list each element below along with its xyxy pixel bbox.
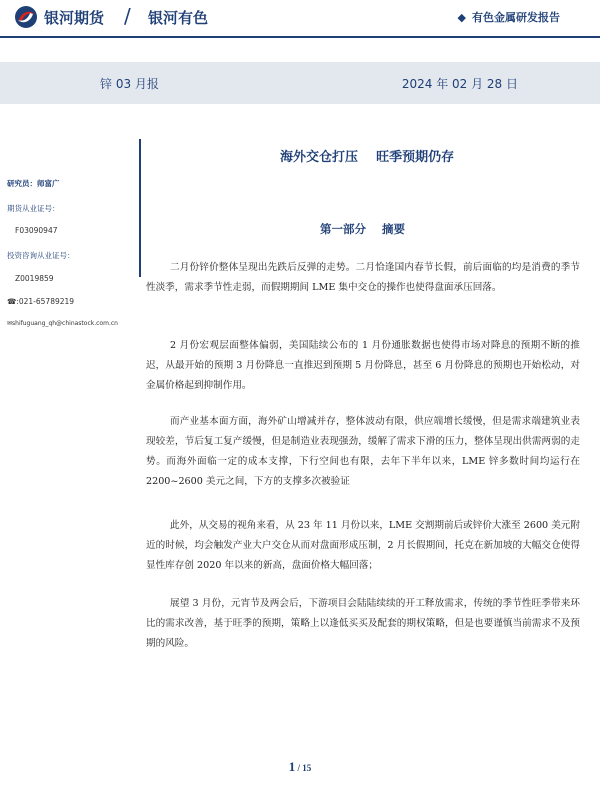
futures-license-number: F03090947 — [15, 226, 58, 235]
total-pages: / 15 — [295, 763, 312, 773]
researcher-label: 研究员： — [7, 179, 37, 188]
email-address: shifuguang_qh@chinastock.com.cn — [12, 320, 118, 327]
brand-separator: / — [124, 4, 131, 28]
consult-license-label: 投资咨询从业证号： — [7, 251, 75, 260]
section-title: 第一部分 摘要 — [320, 222, 406, 236]
futures-license-label: 期货从业证号： — [7, 204, 60, 213]
report-band — [0, 62, 600, 104]
email-row — [7, 320, 118, 327]
page-title: 海外交仓打压 旺季预期仍存 — [280, 150, 455, 165]
header-divider — [0, 36, 600, 38]
researcher-row — [7, 178, 60, 189]
report-title: 锌 03 月报 — [100, 77, 159, 91]
phone-number: ☎:021-65789219 — [7, 297, 75, 306]
paragraph-3: 而产业基本面方面，海外矿山增减并存，整体波动有限，供应端增长缓慢，但是需求端建筑业表现较差，节后复工复产缓慢，但是制造业表现强劲，缓解了需求下滑的压力，整体呈现出供需两弱的走势。而海外面临一定的成本支撑，下行空间也有限，去年下半年以来，LME 锌多数时间均运行在 2200~2600 美元之间，下方的支撑多次被验证 — [146, 416, 580, 487]
paragraph-1: 二月份锌价整体呈现出先跌后反弹的走势。二月恰逢国内春节长假，前后面临的均是消费的季节性淡季，需求季节性走弱，而假期期间 LME 集中交仓的操作也使得盘面承压回落。 — [146, 262, 580, 293]
paragraph-4: 此外，从交易的视角来看，从 23 年 11 月份以来，LME 交割期前后或锌价大涨至 2600 美元附近的时候，均会触发产业大户交仓从而对盘面形成压制，2 月长假期间，托克在新加坡的大幅交仓使得显性库存创 2020 年以来的新高，盘面价格大幅回落； — [146, 520, 580, 571]
paragraph-5: 展望 3 月份，元宵节及两会后，下游项目会陆陆续续的开工释放需求，传统的季节性旺季带来环比的需求改善，基于旺季的预期，策略上以逢低买买及配套的期权策略，但是也要谨慎当前需求不及预期的风险。 — [146, 598, 580, 649]
researcher-name: 师富广 — [37, 179, 60, 188]
page-number — [0, 758, 600, 776]
brand-sub-name: 银河有色 — [148, 9, 209, 27]
envelope-icon: ✉ — [7, 320, 13, 327]
chevron-right-icon: ◆ — [457, 11, 466, 24]
report-type — [458, 9, 560, 25]
brand-name: 银河期货 — [44, 9, 105, 27]
current-page: 1 — [288, 759, 296, 774]
consult-license-number: Z0019859 — [15, 274, 54, 283]
galaxy-logo-icon — [14, 5, 38, 29]
side-divider — [139, 139, 141, 277]
page-header — [0, 0, 600, 34]
report-type-label: 有色金属研发报告 — [472, 11, 560, 24]
paragraph-2: 2 月份宏观层面整体偏弱，美国陆续公布的 1 月份通胀数据也使得市场对降息的预期不断的推迟，从最开始的预期 3 月份降息一直推迟到预期 5 月份降息，甚至 6 月份降息的预期也开始松动，对金属价格起到抑制作用。 — [146, 340, 580, 391]
report-date: 2024 年 02 月 28 日 — [401, 77, 518, 91]
